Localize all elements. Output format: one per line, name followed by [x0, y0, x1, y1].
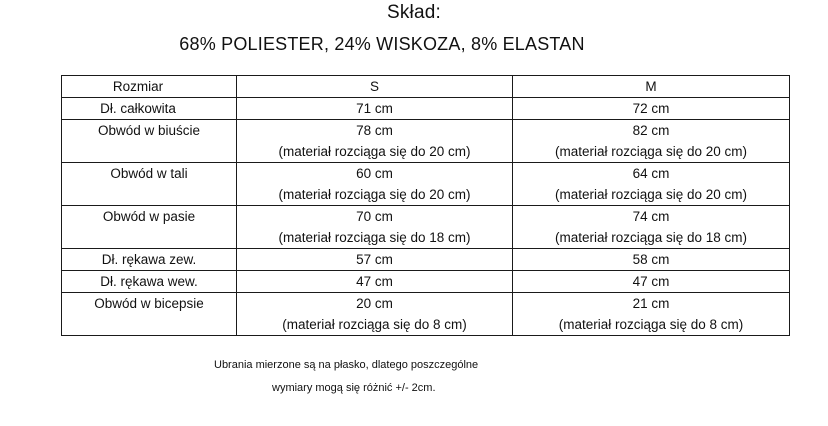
row-label: Dł. całkowita — [62, 98, 237, 120]
cell-note: (materiał rozciąga się do 18 cm) — [554, 230, 748, 245]
column-header-s: S — [237, 76, 513, 98]
table-row — [62, 98, 790, 120]
row-label: Obwód w biuście — [62, 120, 237, 163]
cell-note: (materiał rozciąga się do 8 cm) — [558, 317, 744, 332]
cell-note: (materiał rozciąga się do 20 cm) — [278, 187, 471, 202]
composition-title: Skład: — [386, 2, 441, 23]
table-row — [62, 120, 790, 163]
cell-note: (materiał rozciąga się do 20 cm) — [554, 144, 748, 159]
column-header-size: Rozmiar — [62, 76, 237, 98]
row-label: Obwód w pasie — [62, 206, 237, 249]
cell-note: (materiał rozciąga się do 8 cm) — [282, 317, 467, 332]
cell-s: 57 cm — [237, 249, 513, 271]
measurement-note-line-1: Ubrania mierzone są na płasko, dlatego poszczególne — [214, 359, 479, 371]
column-header-m: M — [513, 76, 790, 98]
cell-value: 64 cm — [632, 166, 670, 181]
cell-s: 71 cm — [237, 98, 513, 120]
cell-note: (materiał rozciąga się do 20 cm) — [278, 144, 471, 159]
cell-s: 47 cm — [237, 271, 513, 293]
cell-m: 72 cm — [513, 98, 790, 120]
cell-note: (materiał rozciąga się do 18 cm) — [278, 230, 471, 245]
row-label: Obwód w tali — [62, 163, 237, 206]
row-label: Obwód w bicepsie — [62, 293, 237, 336]
cell-value: 21 cm — [632, 296, 670, 311]
cell-m: 47 cm — [513, 271, 790, 293]
cell-value: 74 cm — [632, 209, 670, 224]
cell-value: 20 cm — [356, 296, 393, 311]
cell-m: 58 cm — [513, 249, 790, 271]
cell-s — [237, 206, 513, 249]
measurement-note-line-2: wymiary mogą się różnić +/- 2cm. — [272, 382, 436, 394]
cell-value: 82 cm — [632, 123, 670, 138]
table-header-row — [62, 76, 790, 98]
cell-value: 60 cm — [356, 166, 393, 181]
cell-m — [513, 120, 790, 163]
cell-value: 70 cm — [356, 209, 393, 224]
table-row — [62, 271, 790, 293]
table-row — [62, 293, 790, 336]
cell-m — [513, 293, 790, 336]
table-row — [62, 163, 790, 206]
table-row — [62, 249, 790, 271]
cell-s — [237, 120, 513, 163]
size-table — [61, 75, 790, 336]
cell-m — [513, 163, 790, 206]
cell-note: (materiał rozciąga się do 20 cm) — [554, 187, 748, 202]
cell-s — [237, 163, 513, 206]
row-label: Dł. rękawa wew. — [62, 271, 237, 293]
cell-m — [513, 206, 790, 249]
cell-value: 78 cm — [356, 123, 393, 138]
row-label: Dł. rękawa zew. — [62, 249, 237, 271]
table-row — [62, 206, 790, 249]
cell-s — [237, 293, 513, 336]
composition-text: 68% POLIESTER, 24% WISKOZA, 8% ELASTAN — [179, 34, 585, 54]
